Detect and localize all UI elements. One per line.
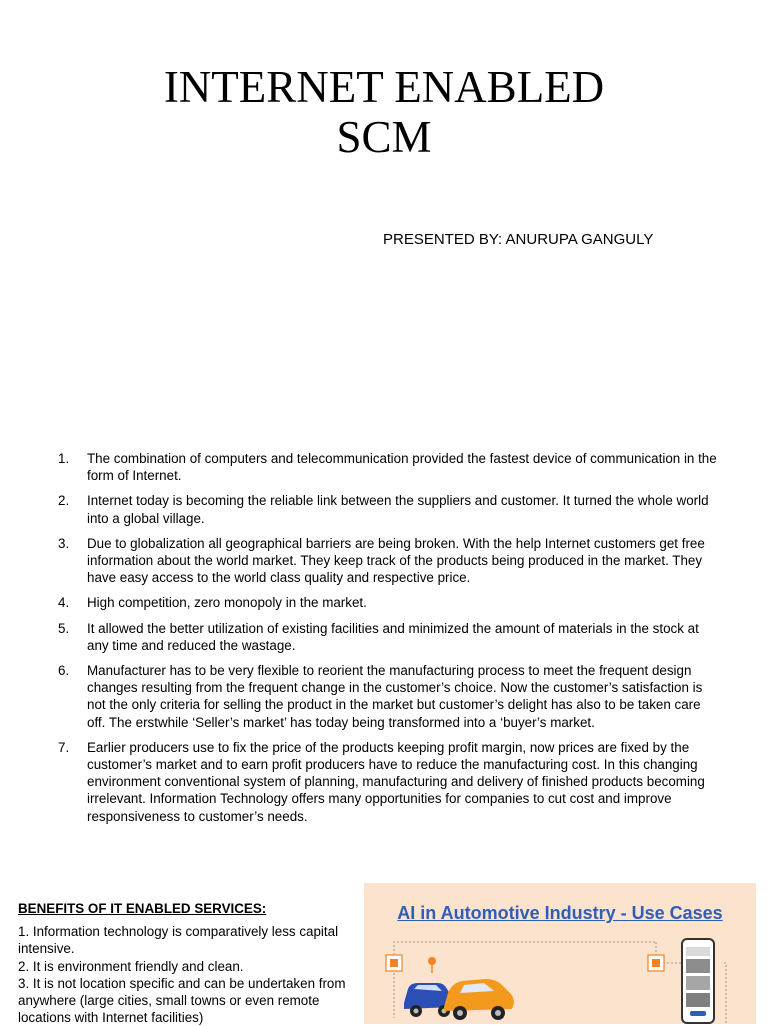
list-item-text: Due to globalization all geographical barriers are being broken. With the help Internet customers get free information about the world market. They keep track of the products being produced in the market. They have easy access to the world class quality and respective price.: [87, 535, 705, 586]
ai-image-title: AI in Automotive Industry - Use Cases: [397, 903, 723, 923]
list-item: [40, 662, 720, 731]
slide-title-line-2: SCM: [336, 112, 432, 162]
benefits-section: [18, 900, 353, 1026]
list-item-number: 7.: [58, 739, 70, 755]
ai-automotive-image: [364, 883, 756, 1024]
benefit-item: 1. Information technology is comparatively less capital intensive.: [18, 924, 339, 957]
slide-title: [0, 62, 768, 162]
benefits-heading: BENEFITS OF IT ENABLED SERVICES:: [18, 901, 267, 916]
list-item-number: 4.: [58, 595, 70, 611]
list-item-number: 5.: [58, 620, 70, 636]
ai-image-illustration: [364, 933, 756, 1024]
list-item-number: 6.: [58, 663, 70, 679]
benefit-item: 3. It is not location specific and can be undertaken from anywhere (large cities, small towns or even remote locations with Internet facilities): [18, 975, 346, 1026]
list-item-number: 2.: [58, 493, 70, 509]
presenter-line: PRESENTED BY: ANURUPA GANGULY: [383, 231, 654, 248]
orange-car-icon: [444, 979, 514, 1020]
list-item-text: Manufacturer has to be very flexible to reorient the manufacturing process to meet the frequent design changes resulting from the frequent change in the customer’s choice. Now the customer’s satisfaction is not the only criteria for selling the product in the market but customer’s delight has also to be taken care off. The erstwhile ‘Seller’s market’ has today being transformed into a ‘buyer’s market.: [87, 663, 703, 730]
list-item-number: 3.: [58, 535, 70, 551]
list-item-number: 1.: [58, 451, 70, 466]
list-item-text: High competition, zero monopoly in the market.: [87, 595, 367, 611]
list-item: [40, 492, 720, 526]
slide-title-line-1: INTERNET ENABLED: [163, 62, 605, 112]
list-item-text: The combination of computers and telecommunication provided the fastest device of communication in the form of Internet.: [87, 451, 717, 484]
alert-pin-icon: [428, 957, 436, 973]
list-item-text: Earlier producers use to fix the price of the products keeping profit margin, now prices are fixed by the customer’s market and to earn profit producers have to reduce the manufacturing cost. In this changing environment conventional system of planning, manufacturing and delivery of finished products becoming irrelevant. Information Technology offers many opportunities for companies to cut cost and improve responsiveness to customer’s needs.: [87, 739, 705, 824]
list-item: [40, 739, 720, 825]
list-item-text: Internet today is becoming the reliable link between the suppliers and customer. It turned the whole world into a global village.: [87, 493, 709, 526]
benefit-item: 2. It is environment friendly and clean.: [18, 958, 244, 974]
list-item: [40, 594, 720, 611]
node-right-icon: [648, 955, 664, 971]
list-item: [40, 620, 720, 654]
list-item: [40, 535, 720, 587]
node-left-icon: [386, 955, 402, 971]
connector-line: [724, 963, 726, 1024]
list-item-text: It allowed the better utilization of existing facilities and minimized the amount of materials in the stock at any time and reduced the wastage.: [87, 620, 699, 653]
list-item: [40, 450, 720, 484]
points-list: [40, 450, 720, 833]
phone-app-icon: [682, 939, 714, 1023]
